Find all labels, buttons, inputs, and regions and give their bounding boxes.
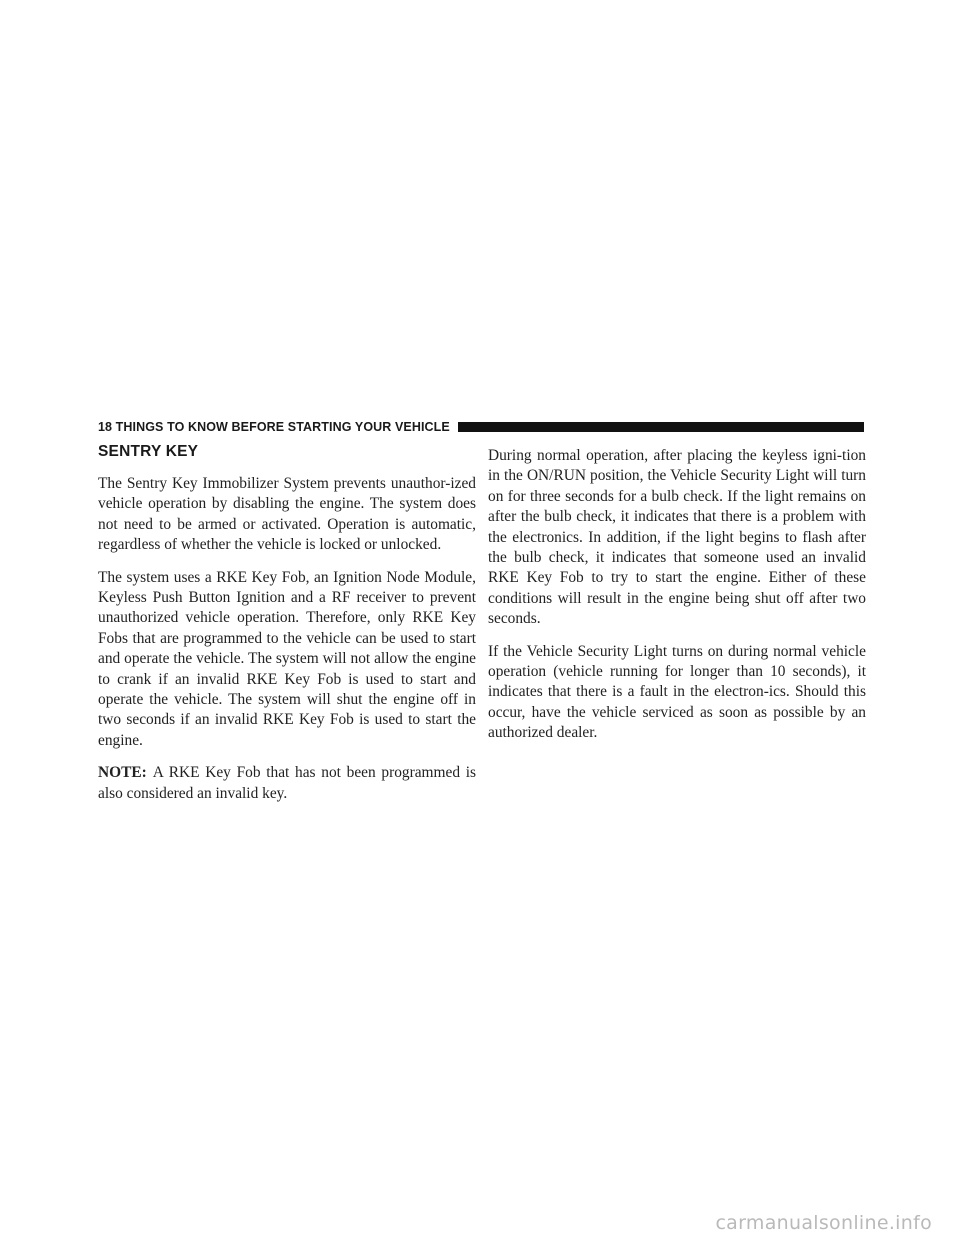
paragraph-normal-operation: During normal operation, after placing the keyless igni-tion in the ON/RUN position, the Vehicle Security Light will turn on for three seconds for a bulb check. If the light remains on after the bulb check, it indicates that there is a problem with the electronics. In addition, if the light begins to flash after the bulb check, it indicates that someone used an invalid RKE Key Fob to try to start the engine. Either of these conditions will result in the engine being shut off after two seconds. <box>488 447 866 628</box>
section-title: SENTRY KEY <box>98 443 199 460</box>
paragraph-security-light-fault: If the Vehicle Security Light turns on during normal vehicle operation (vehicle running for longer than 10 seconds), it indicates that there is a fault in the electron-ics. Should this occur, have the vehicle serviced as soon as possible by an authorized dealer. <box>488 642 866 742</box>
note-label: NOTE: <box>98 764 147 782</box>
paragraph-immobilizer-intro: The Sentry Key Immobilizer System prevents unauthor-ized vehicle operation by disabling the engine. The system does not need to be armed or activated. Operation is automatic, regardless of whether the vehicle is locked or unlocked. <box>98 475 476 554</box>
page-header-label: 18 THINGS TO KNOW BEFORE STARTING YOUR VEHICLE <box>98 420 450 434</box>
note-text: A RKE Key Fob that has not been programmed is also considered an invalid key. <box>98 764 476 802</box>
paragraph-system-components: The system uses a RKE Key Fob, an Ignition Node Module, Keyless Push Button Ignition and a RF receiver to prevent unauthorized vehicle operation. Therefore, only RKE Key Fobs that are programmed to the vehicle can be used to start and operate the vehicle. The system will not allow the engine to crank if an invalid RKE Key Fob is used to start and operate the vehicle. The system will shut the engine off in two seconds if an invalid RKE Key Fob is used to start the engine. <box>98 568 476 749</box>
right-column <box>488 446 866 756</box>
header-rule <box>458 422 864 432</box>
page-header <box>98 418 864 436</box>
left-column <box>98 440 476 816</box>
watermark: carmanualsonline.info <box>715 1212 932 1234</box>
note-paragraph <box>98 763 476 804</box>
